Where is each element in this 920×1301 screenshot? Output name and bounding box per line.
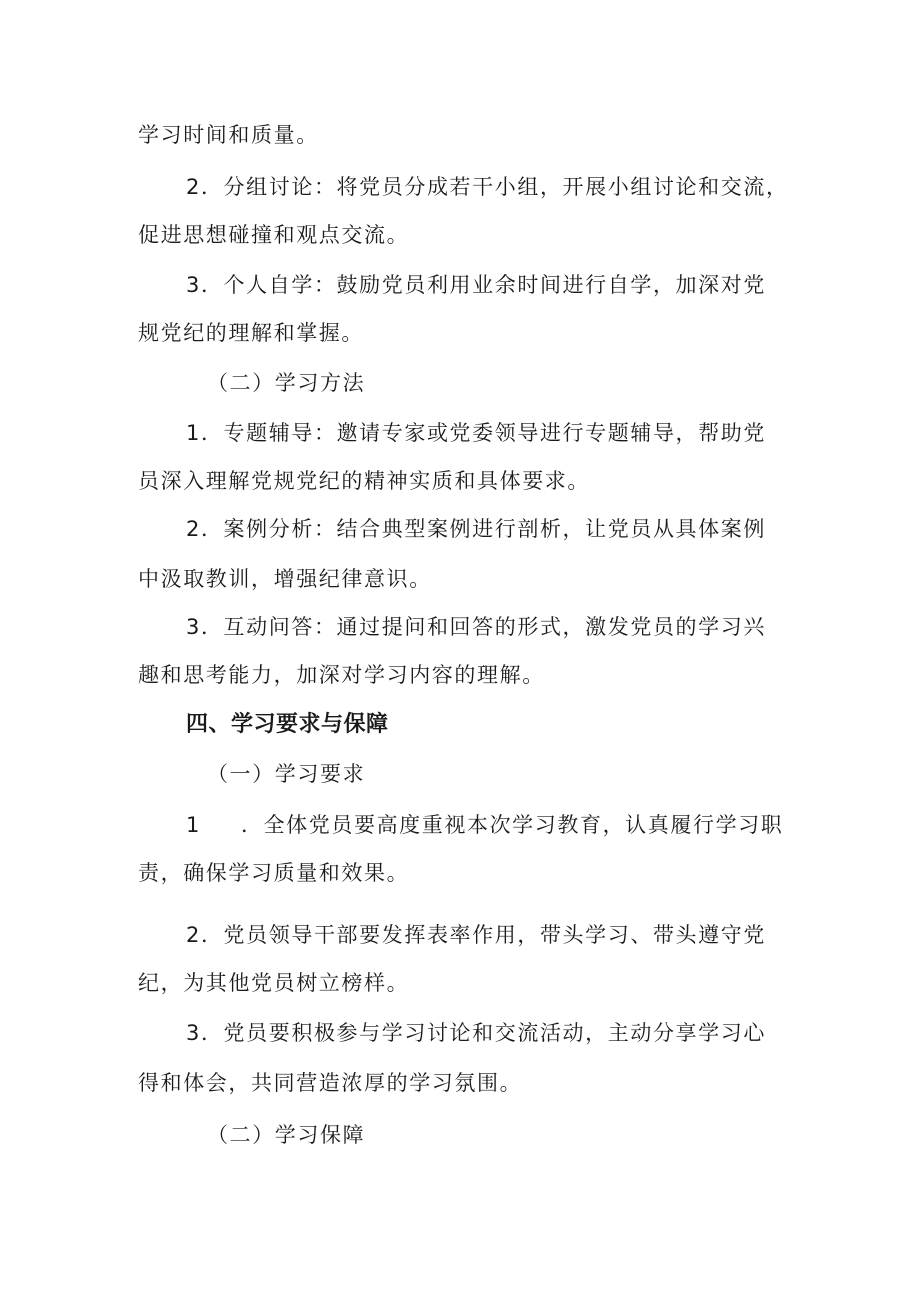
paragraph-line: 规党纪的理解和掌握。 <box>138 321 364 345</box>
paragraph-line: 3．党员要积极参与学习讨论和交流活动，主动分享学习心 <box>186 1021 766 1045</box>
paragraph-line: 员深入理解党规党纪的精神实质和具体要求。 <box>138 469 590 493</box>
paragraph-line: 促进思想碰撞和观点交流。 <box>138 223 410 247</box>
paragraph-line: 2．党员领导干部要发挥表率作用，带头学习、带头遵守党 <box>186 923 766 947</box>
paragraph-line: 趣和思考能力，加深对学习内容的理解。 <box>138 663 545 687</box>
paragraph-line: 2．案例分析：结合典型案例进行剖析，让党员从具体案例 <box>186 517 766 541</box>
paragraph-line: 责，确保学习质量和效果。 <box>138 861 410 885</box>
paragraph-line: 学习时间和质量。 <box>138 123 319 147</box>
item-text: ．全体党员要高度重视本次学习教育，认真履行学习职 <box>240 813 784 837</box>
section-subheading: （二）学习方法 <box>207 371 366 395</box>
paragraph-line: 中汲取教训，增强纪律意识。 <box>138 567 432 591</box>
paragraph-line: 得和体会，共同营造浓厚的学习氛围。 <box>138 1071 523 1095</box>
paragraph-line <box>186 810 846 840</box>
paragraph-line: 纪，为其他党员树立榜样。 <box>138 971 410 995</box>
paragraph-line: 3．互动问答：通过提问和回答的形式，激发党员的学习兴 <box>186 615 766 639</box>
paragraph-line: 2．分组讨论：将党员分成若干小组，开展小组讨论和交流， <box>186 175 789 199</box>
paragraph-line: 1．专题辅导：邀请专家或党委领导进行专题辅导，帮助党 <box>186 421 766 445</box>
paragraph-line: 3．个人自学：鼓励党员利用业余时间进行自学，加深对党 <box>186 273 766 297</box>
section-subheading: （一）学习要求 <box>207 762 366 786</box>
item-number: 1 <box>186 813 201 837</box>
section-heading: 四、学习要求与保障 <box>186 712 389 737</box>
section-subheading: （二）学习保障 <box>207 1123 366 1147</box>
